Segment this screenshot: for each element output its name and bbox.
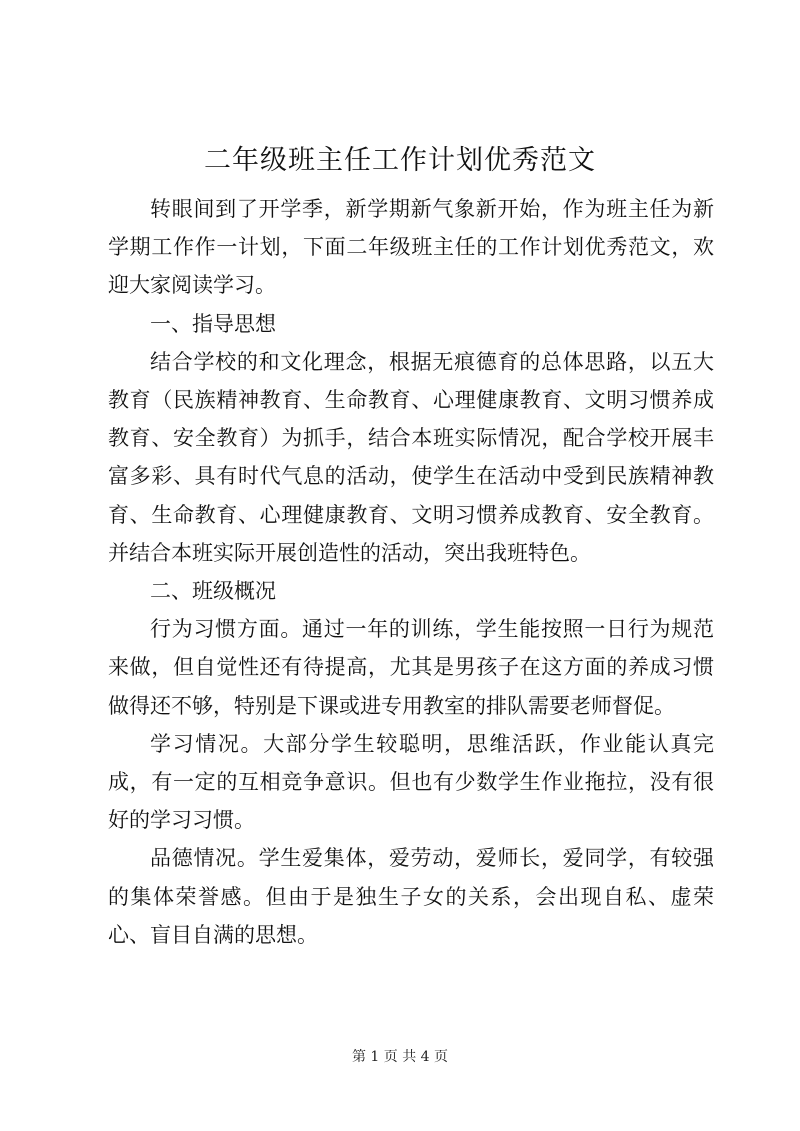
- moral-situation-paragraph: 品德情况。学生爱集体，爱劳动，爱师长，爱同学，有较强的集体荣誉感。但由于是独生子女的关系，会出现自私、虚荣心、盲目自满的思想。: [108, 846, 714, 947]
- intro-paragraph: 转眼间到了开学季，新学期新气象新开始，作为班主任为新学期工作作一计划，下面二年级班主任的工作计划优秀范文，欢迎大家阅读学习。: [108, 197, 714, 298]
- study-situation-paragraph: 学习情况。大部分学生较聪明，思维活跃，作业能认真完成，有一定的互相竞争意识。但也有少数学生作业拖拉，没有很好的学习习惯。: [108, 731, 714, 833]
- behavior-habits-paragraph: 行为习惯方面。通过一年的训练，学生能按照一日行为规范来做，但自觉性还有待提高，尤其是男孩子在这方面的养成习惯做得还不够，特别是下课或进专用教室的排队需要老师督促。: [108, 617, 714, 718]
- section-heading-class-overview: 二、班级概况: [150, 579, 276, 604]
- document-title: 二年级班主任工作计划优秀范文: [204, 145, 596, 176]
- section-heading-guiding-ideology: 一、指导思想: [150, 311, 276, 336]
- guiding-ideology-paragraph: 结合学校的和文化理念，根据无痕德育的总体思路，以五大教育（民族精神教育、生命教育、心理健康教育、文明习惯养成教育、安全教育）为抓手，结合本班实际情况，配合学校开展丰富多彩、具有时代气息的活动，使学生在活动中受到民族精神教育、生命教育、心理健康教育、文明习惯养成教育、安全教育。并结合本班实际开展创造性的活动，突出我班特色。: [108, 349, 714, 565]
- page-number-footer: 第 1 页 共 4 页: [351, 1049, 449, 1065]
- document-body: [108, 190, 714, 954]
